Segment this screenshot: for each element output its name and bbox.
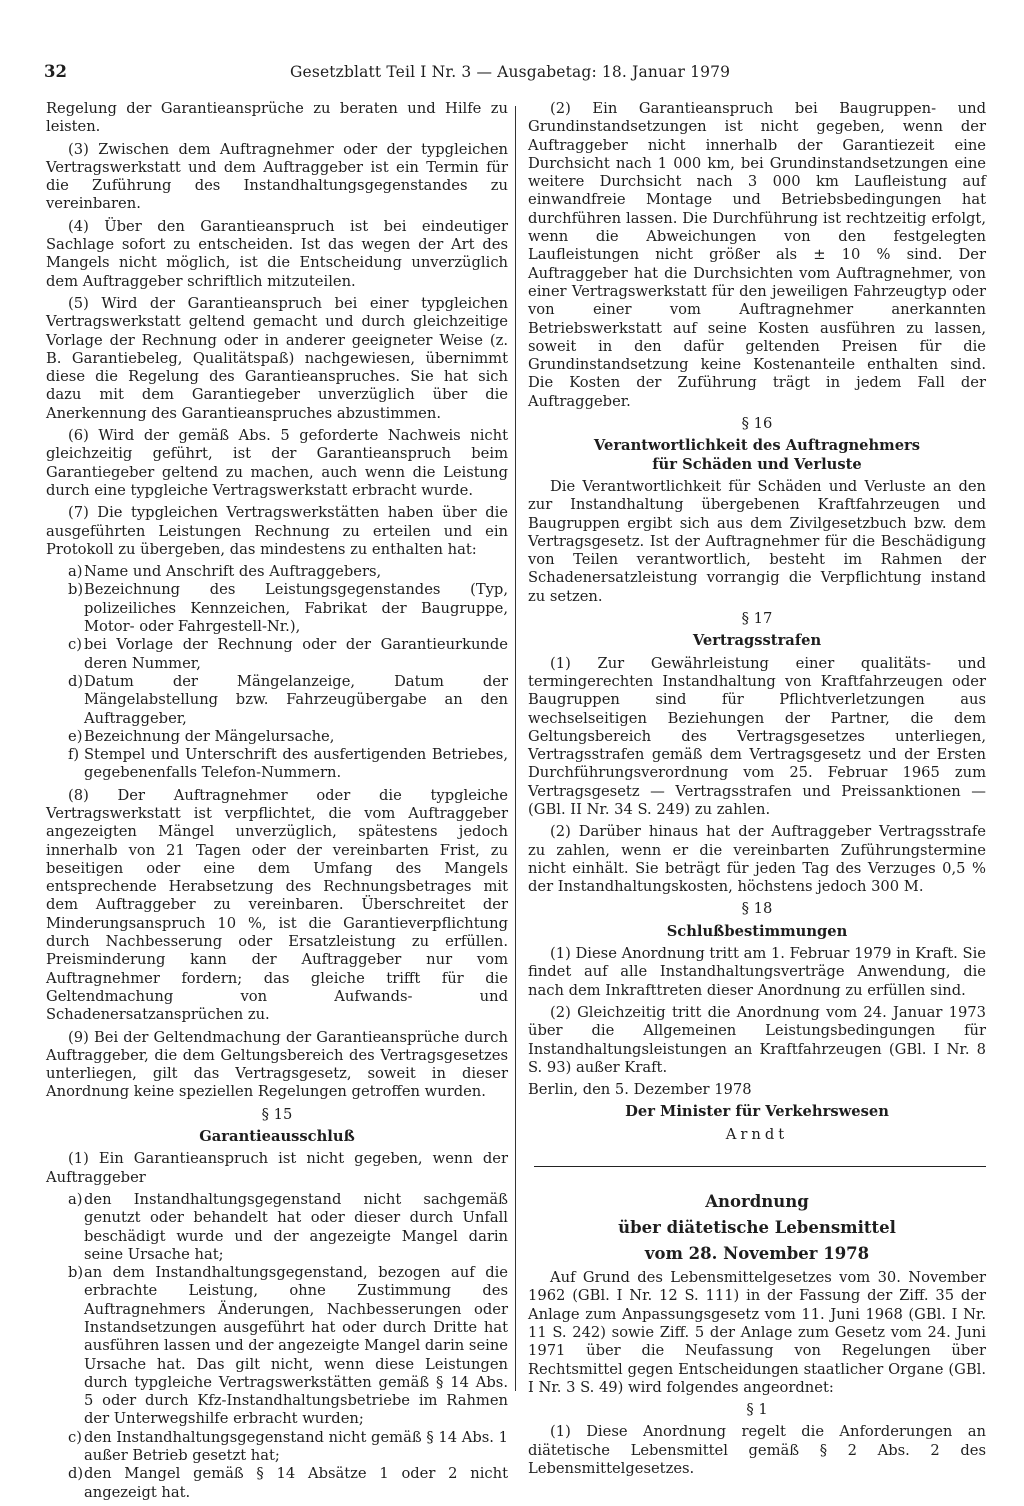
list-item — [46, 581, 508, 636]
list-item-text: den Instandhaltungsgegenstand nicht sachgemäß genutzt oder behandelt hat oder dieser durch Unfall beschädigt wurde und der angezeigte Mangel darin seine Ursache hat; — [84, 1190, 508, 1263]
signer-name: Arndt — [725, 1125, 789, 1143]
paragraph-6: (6) Wird der gemäß Abs. 5 geforderte Nachweis nicht gleichzeitig geführt, ist der Garantieanspruch beim Garantiegeber geltend zu machen, auch wenn die Leistung durch eine typgleiche Vertragswerkstatt erbracht wurde. — [46, 427, 508, 499]
section-number-15: § 15 — [261, 1105, 293, 1123]
list-item — [46, 746, 508, 783]
list-item-text: Bezeichnung des Leistungsgegenstandes (Typ, polizeiliches Kennzeichen, Fabrikat der Baugruppe, Motor- oder Fahrgestell-Nr.), — [84, 581, 508, 636]
signer-title: Der Minister für Verkehrswesen — [625, 1103, 889, 1121]
new-section-1-paragraph-1: (1) Diese Anordnung regelt die Anforderungen an diätetische Lebensmittel gemäß § 2 Abs. 2 des Lebensmittelgesetzes. — [528, 1423, 986, 1477]
place-and-date: Berlin, den 5. Dezember 1978 — [528, 1081, 752, 1099]
list-item — [46, 563, 508, 581]
section-separator — [534, 1166, 986, 1167]
new-ordinance-date: vom 28. November 1978 — [644, 1244, 870, 1264]
list-item — [46, 1191, 508, 1264]
list-item-text: den Mangel gemäß § 14 Absätze 1 oder 2 nicht angezeigt hat. — [84, 1465, 508, 1501]
section-title-15: Garantieausschluß — [199, 1128, 355, 1146]
section-title-18: Schlußbestimmungen — [666, 922, 848, 940]
section-title-16-line-2: für Schäden und Verluste — [652, 455, 862, 473]
paragraph-8: (8) Der Auftragnehmer oder die typgleiche Vertragswerkstatt ist verpflichtet, die vom Auftraggeber angezeigten Mängel unverzüglich, spätestens jedoch innerhalb von 21 Tagen oder der vereinbarten Frist, zu beseitigen oder eine dem Umfang des Mangels entsprechende Herabsetzung des Rechnungsbetrages mit dem Auftraggeber zu vereinbaren. Überschreitet der Minderungsanspruch 10 %, ist die Garantieverpflichtung durch Nachbesserung oder Ersatzleistung zu erfüllen. Preisminderung kann der Auftraggeber nur vom Auftragnehmer fordern; das gleiche trifft für die Geltendmachung von Aufwands- und Schadenersatzansprüchen zu. — [46, 786, 508, 1024]
list-item-label: b) — [68, 581, 84, 599]
new-ordinance-preamble: Auf Grund des Lebensmittelgesetzes vom 30. November 1962 (GBl. I Nr. 12 S. 111) in der Fassung der Ziff. 35 der Anlage zum Anpassungsgesetz vom 11. Juni 1968 (GBl. I Nr. 11 S. 242) sowie Ziff. 5 der Anlage zum Gesetz vom 24. Juni 1971 über die Neufassung von Regelungen über Rechtsmittel gegen Entscheidungen staatlicher Organe (GBl. I Nr. 3 S. 49) wird folgendes angeordnet: — [528, 1269, 986, 1396]
right-column — [528, 100, 986, 1482]
paragraph-5: (5) Wird der Garantieanspruch bei einer typgleichen Vertragswerkstatt geltend gemacht und durch gleichzeitige Vorlage der Rechnung oder in anderer geeigneter Weise (z. B. Garantiebeleg, Qualitätspaß) nachgewiesen, übernimmt diese die Regelung des Garantieanspruches. Sie hat sich dazu mit dem Garantiegeber unverzüglich über die Anerkennung des Garantieanspruches abzustimmen. — [46, 294, 508, 422]
section-16-paragraph: Die Verantwortlichkeit für Schäden und Verluste an den zur Instandhaltung übergebenen Kraftfahrzeugen und Baugruppen ergibt sich aus dem Zivilgesetzbuch bzw. dem Vertragsgesetz. Ist der Auftragnehmer für die Beschädigung von Teilen verantwortlich, besteht im Rahmen der Schadenersatzleistung vorrangig die Verpflichtung instand zu setzen. — [528, 477, 986, 605]
section-17-paragraph-1: (1) Zur Gewährleistung einer qualitäts- und termingerechten Instandhaltung von Kraftfahrzeugen oder Baugruppen sind für Pflichtverletzungen aus wechselseitigen Beziehungen der Partner, die dem Geltungsbereich des Vertragsgesetzes unterliegen, Vertragsstrafen gemäß dem Vertragsgesetz und der Ersten Durchführungsverordnung vom 25. Februar 1965 zum Vertragsgesetz — Vertragsstrafen und Preissanktionen — (GBl. II Nr. 34 S. 249) zu zahlen. — [528, 654, 986, 818]
list-item-label: e) — [68, 727, 83, 745]
list-item-text: den Instandhaltungsgegenstand nicht gemäß § 14 Abs. 1 außer Betrieb gesetzt hat; — [84, 1428, 508, 1465]
list-item — [46, 1465, 508, 1502]
new-ordinance-subject: über diätetische Lebensmittel — [618, 1218, 896, 1238]
new-ordinance-title: Anordnung — [705, 1192, 809, 1212]
list-item-label: a) — [68, 1190, 83, 1208]
section-18-paragraph-1: (1) Diese Anordnung tritt am 1. Februar 1979 in Kraft. Sie findet auf alle Instandhaltungsverträge Anwendung, die nach dem Inkrafttreten dieser Anordnung zu erfüllen sind. — [528, 945, 986, 999]
paragraph-4: (4) Über den Garantieanspruch ist bei eindeutiger Sachlage sofort zu entscheiden. Ist das wegen der Art des Mangels nicht möglich, ist die Entscheidung unverzüglich dem Auftraggeber schriftlich mitzuteilen. — [46, 217, 508, 290]
section-18-paragraph-2: (2) Gleichzeitig tritt die Anordnung vom 24. Januar 1973 über die Allgemeinen Leistungsbedingungen für Instandhaltungsleistungen an Kraftfahrzeugen (GBl. I Nr. 8 S. 93) außer Kraft. — [528, 1003, 986, 1076]
list-item — [46, 636, 508, 673]
list-item-label: a) — [68, 563, 83, 581]
list-item-label: d) — [68, 1465, 84, 1483]
protocol-contents-list — [46, 563, 508, 783]
list-item-text: Name und Anschrift des Auftraggebers, — [84, 563, 382, 581]
left-column — [46, 100, 508, 1506]
paragraph-9: (9) Bei der Geltendmachung der Garantieansprüche durch Auftraggeber, die dem Geltungsbereich des Vertragsgesetzes unterliegen, gilt das Vertragsgesetz, soweit in dieser Anordnung keine speziellen Regelungen getroffen wurden. — [46, 1028, 508, 1101]
page-number: 32 — [44, 62, 67, 81]
section-15-paragraph-1: (1) Ein Garantieanspruch ist nicht gegeben, wenn der Auftraggeber — [46, 1150, 508, 1186]
list-item-text: an dem Instandhaltungsgegenstand, bezogen auf die erbrachte Leistung, ohne Zustimmung des Auftragnehmers Änderungen, Nachbesserungen oder Instandsetzungen ausgeführt hat oder durch Dritte hat ausführen lassen und der angezeigte Mangel darin seine Ursache hat. Das gilt nicht, wenn diese Leistungen durch typgleiche Vertragswerkstätten gemäß § 14 Abs. 5 oder durch Kfz-Instandhaltungsbetriebe im Rahmen der Unterwegshilfe erbracht wurden; — [84, 1264, 508, 1428]
paragraph-7: (7) Die typgleichen Vertragswerkstätten haben über die ausgeführten Leistungen Rechnung zu erteilen und ein Protokoll zu übergeben, das mindestens zu enthalten hat: — [46, 504, 508, 558]
paragraph-continued: Regelung der Garantieansprüche zu beraten und Hilfe zu leisten. — [46, 100, 508, 136]
list-item-text: Datum der Mängelanzeige, Datum der Mängelabstellung bzw. Fahrzeugübergabe an den Auftraggeber, — [84, 672, 508, 727]
list-item-text: Bezeichnung der Mängelursache, — [84, 727, 335, 745]
section-number-17: § 17 — [741, 610, 773, 628]
section-number-18: § 18 — [741, 900, 773, 918]
section-title-17: Vertragsstrafen — [692, 632, 822, 650]
section-17-paragraph-2: (2) Darüber hinaus hat der Auftraggeber Vertragsstrafe zu zahlen, wenn er die vereinbarten Zuführungstermine nicht einhält. Sie beträgt für jeden Tag des Verzuges 0,5 % der Instandhaltungskosten, höchstens jedoch 300 M. — [528, 823, 986, 896]
list-item-text: Stempel und Unterschrift des ausfertigenden Betriebes, gegebenenfalls Telefon-Nummern. — [84, 746, 508, 782]
list-item-label: d) — [68, 672, 84, 690]
list-item-label: c) — [68, 1428, 82, 1446]
list-item — [46, 728, 508, 746]
list-item — [46, 1429, 508, 1466]
new-section-number-1: § 1 — [746, 1401, 768, 1419]
list-item-label: c) — [68, 636, 82, 654]
page-header — [44, 60, 984, 84]
exclusion-list — [46, 1191, 508, 1502]
section-number-16: § 16 — [741, 415, 773, 433]
list-item — [46, 1264, 508, 1429]
paragraph-3: (3) Zwischen dem Auftragnehmer oder der typgleichen Vertragswerkstatt und dem Auftraggeber ist ein Termin für die Zuführung des Instandhaltungsgegenstandes zu vereinbaren. — [46, 140, 508, 213]
running-title: Gesetzblatt Teil I Nr. 3 — Ausgabetag: 18. Januar 1979 — [290, 63, 731, 81]
section-title-16 — [528, 437, 986, 474]
column-divider — [515, 106, 516, 1391]
list-item-text: bei Vorlage der Rechnung oder der Garantieurkunde deren Nummer, — [84, 636, 508, 672]
section-title-16-line-1: Verantwortlichkeit des Auftragnehmers — [593, 437, 921, 455]
list-item — [46, 673, 508, 728]
section-15-paragraph-2: (2) Ein Garantieanspruch bei Baugruppen- und Grundinstandsetzungen ist nicht gegeben, wenn der Auftraggeber nicht innerhalb der Garantiezeit eine Durchsicht nach 1 000 km, bei Grundinstandsetzungen eine weitere Durchsicht nach 3 000 km Laufleistung auf einwandfreie Montage und Betriebsbedingungen hat durchführen lassen. Die Durchführung ist rechtzeitig erfolgt, wenn die Abweichungen von den festgelegten Laufleistungen nicht größer als ± 10 % sind. Der Auftraggeber hat die Durchsichten vom Auftragnehmer, von einer Vertragswerkstatt für den jeweiligen Fahrzeugtyp oder von einer vom Auftragnehmer anerkannten Betriebswerkstatt auf seine Kosten ausführen zu lassen, soweit in den dafür geltenden Preisen für die Grundinstandsetzung keine Kostenanteile enthalten sind. Die Kosten der Zuführung trägt in jedem Fall der Auftraggeber. — [528, 100, 986, 410]
list-item-label: b) — [68, 1264, 84, 1282]
list-item-label: f) — [68, 746, 80, 764]
